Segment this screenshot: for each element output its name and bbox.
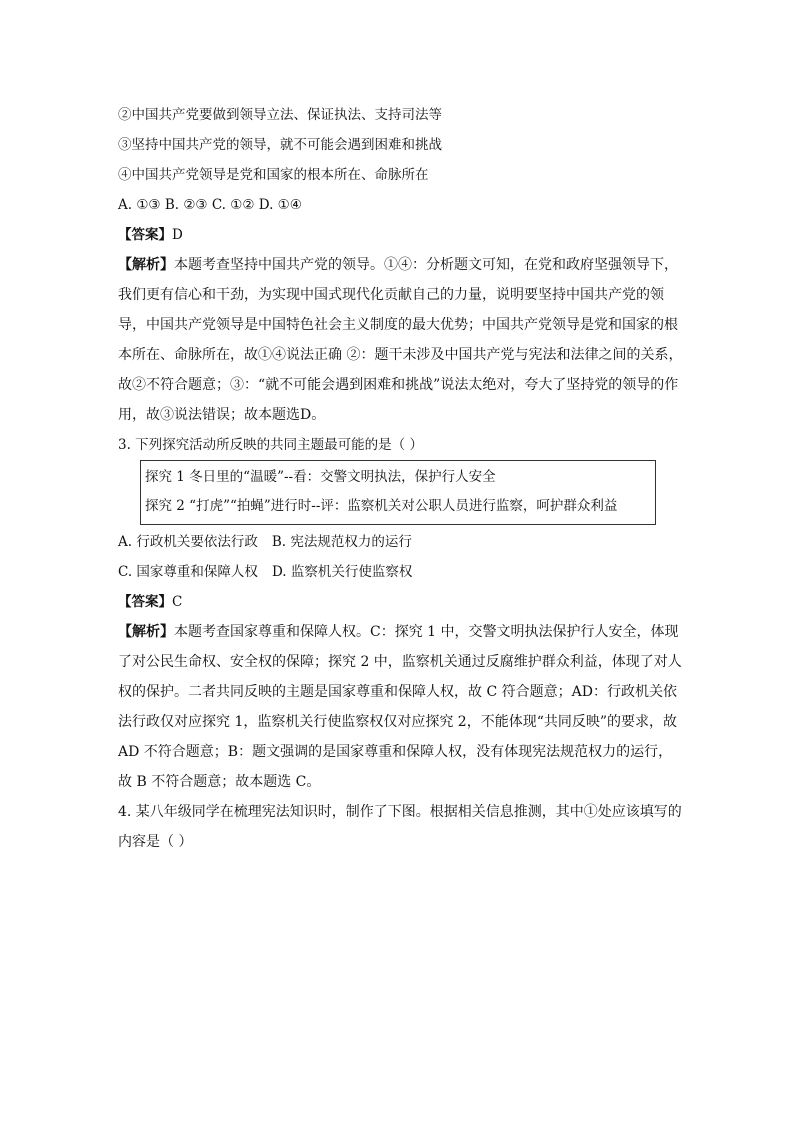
q2-options: A. ①③ B. ②③ C. ①② D. ①④ [118,197,302,213]
analysis-text: 本题考查国家尊重和保障人权。C：探究 1 中，交警文明执法保护行人安全，体现了对公民生命权、安全权的保障；探究 2 中，监察机关通过反腐维护群众利益，体现了对人权的保护。二者共同反映的主题是国家尊重和保障人权，故 C 符合题意；AD：行政机关依法行政仅对应探究 1，监察机关行使监察权仅对应探究 2，不能体现“共同反映”的要求，故 AD 不符合题意；B：题文强调的是国家尊重和保障人权，没有体现宪法规范权力的运行，故 B 不符合题意；故本题选 C。 [118,624,682,790]
q3-stem: 3. 下列探究活动所反映的共同主题最可能的是（ ） [118,437,423,453]
document-page [118,100,684,857]
q3-analysis [118,617,684,797]
q3-inquiry-box [140,460,656,525]
analysis-label: 【解析】 [118,624,174,640]
q3-options-ab [118,527,684,557]
inquiry-2: 探究 2 “打虎”“拍蝇”进行时--评：监察机关对公职人员进行监察，呵护群众利益 [145,498,618,514]
answer-label: 【答案】 [118,227,172,243]
option-a: A. 行政机关要依法行政 [118,534,258,550]
answer-value: D [172,227,183,243]
option-d: D. 监察机关行使监察权 [271,564,413,580]
q4-stem: 4. 某八年级同学在梳理宪法知识时，制作了下图。根据相关信息推测，其中①处应该填写的内容是（ ） [118,804,682,850]
q2-analysis [118,250,684,430]
statement-2: ②中国共产党要做到领导立法、保证执法、支持司法等 [118,107,442,123]
option-c: C. 国家尊重和保障人权 [118,564,258,580]
q3-options-cd [118,557,684,587]
inquiry-1: 探究 1 冬日里的“温暖”--看：交警文明执法，保护行人安全 [145,469,496,485]
statement-3: ③坚持中国共产党的领导，就不可能会遇到困难和挑战 [118,137,442,153]
answer-value: C [172,594,183,610]
analysis-label: 【解析】 [118,257,174,273]
analysis-text: 本题考查坚持中国共产党的领导。①④：分析题文可知，在党和政府坚强领导下，我们更有信心和干劲，为实现中国式现代化贡献自己的力量，说明要坚持中国共产党的领导，中国共产党领导是中国特色社会主义制度的最大优势；中国共产党领导是党和国家的根本所在、命脉所在，故①④说法正确 ②：题干未涉及中国共产党与宪法和法律之间的关系，故②不符合题意；③：“就不可能会遇到困难和挑战”说法太绝对，夸大了坚持党的领导的作用，故③说法错误；故本题选D。 [118,257,683,423]
answer-label: 【答案】 [118,594,172,610]
option-b: B. 宪法规范权力的运行 [271,534,412,550]
q2-answer [118,220,684,250]
statement-4: ④中国共产党领导是党和国家的根本所在、命脉所在 [118,167,429,183]
q3-answer [118,587,684,617]
